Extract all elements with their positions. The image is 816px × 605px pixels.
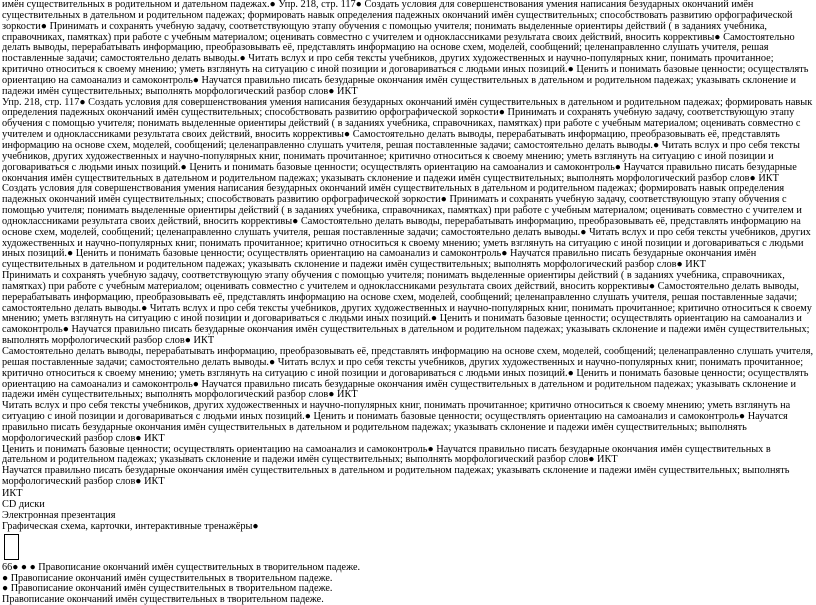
table-cell-text-4: Принимать и сохранять учебную задачу, соответствующую этапу обучения с помощью учителя; понимать выделенные ориентиры действий ( в заданиях учебника, справочниках, памятках) при работе с учебным материалом; оценивать совместно с учителем и одноклассниками результата своих действий, вносить коррективы● Самостоятельно делать выводы, перерабатывать информацию, преобразовывать её, представлять информацию на основе схем, моделей, сообщений; целенаправленно слушать учителя, решая поставленные задачи; самостоятельно делать выводы.● Читать вслух и про себя тексты учебников, других художественных и научно-популярных книг, понимать прочитанное; критично относиться к своему мнению; уметь взглянуть на ситуацию с иной позиции и договариваться с людьми иных позиций.● Ценить и понимать базовые ценности; осуществлять ориентацию на самоанализ и самоконтроль● Научатся правильно писать безударные окончания имён существительных в дательном и родительном падежах; указывать склонение и падежи имён существительных; выполнять морфологический разбор слов● ИКТ — [2, 270, 812, 347]
table-cell-text-8: Научатся правильно писать безударные окончания имён существительных в дательном и родительном падежах; указывать склонение и падежи имён существительных; выполнять морфологический разбор слов● ИКТ — [2, 465, 790, 488]
lesson-number: 66● ● ● — [2, 561, 39, 573]
resource-schema: Графическая схема, карточки, интерактивные тренажёры● — [2, 520, 259, 532]
table-cell-text-1: имён существительных в родительном и дательном падежах.● Упр. 218, стр. 117● Создать условия для совершенствования умения написания безударных окончаний имён существительных в дательном и родительном падежах; формировать навык определения падежных окончаний имён существительных; способствовать развитию орфографической зоркости● Принимать и сохранять учебную задачу, соответствующую этапу обучения с помощью учителя; понимать выделенные ориентиры действий ( в заданиях учебника, справочниках, памятках) при работе с учебным материалом; оценивать совместно с учителем и одноклассниками результата своих действий, вносить коррективы● Самостоятельно делать выводы, перерабатывать информацию, преобразовывать её, представлять информацию на основе схем, моделей, сообщений; целенаправленно слушать учителя, решая поставленные задачи; самостоятельно делать выводы.● Читать вслух и про себя тексты учебников, других художественных и научно-популярных книг, понимать прочитанное; критично относиться к своему мнению; уметь взглянуть на ситуацию с иной позиции и договариваться с людьми иных позиций.● Ценить и понимать базовые ценности; осуществлять ориентацию на самоанализ и самоконтроль● Научатся правильно писать безударные окончания имён существительных в дательном и родительном падежах; указывать склонение и падежи имён существительных; выполнять морфологический разбор слов● ИКТ — [2, 0, 809, 97]
resource-presentation: Электронная презентация — [2, 509, 116, 521]
table-cell-text-7: Ценить и понимать базовые ценности; осуществлять ориентацию на самоанализ и самоконтроль● Научатся правильно писать безударные окончания имён существительных в дательном и родительном падежах; указывать склонение и падежи имён существительных; выполнять морфологический разбор слов● ИКТ — [2, 443, 771, 466]
resource-ict: ИКТ — [2, 487, 23, 499]
table-cell-text-5: Самостоятельно делать выводы, перерабатывать информацию, преобразовывать её, представлять информацию на основе схем, моделей, сообщений; целенаправленно слушать учителя, решая поставленные задачи; самостоятельно делать выводы.● Читать вслух и про себя тексты учебников, других художественных и научно-популярных книг, понимать прочитанное; критично относиться к своему мнению; уметь взглянуть на ситуацию с иной позиции и договариваться с людьми иных позиций.● Ценить и понимать базовые ценности; осуществлять ориентацию на самоанализ и самоконтроль● Научатся правильно писать безударные окончания имён существительных в дательном и родительном падежах; указывать склонение и падежи имён существительных; выполнять морфологический разбор слов● ИКТ — [2, 346, 814, 401]
empty-cell-box — [4, 534, 19, 560]
lesson-row-66 — [2, 563, 814, 574]
lesson-topic-3: ● Правописание окончаний имён существительных в творительном падеже. — [2, 583, 333, 595]
lesson-topic-4: Правописание окончаний имён существительных в творительном падеже. — [2, 593, 324, 605]
lesson-topic-2: ● Правописание окончаний имён существительных в творительном падеже. — [2, 572, 333, 584]
table-cell-text-3: Создать условия для совершенствования умения написания безударных окончаний имён существительных в дательном и родительном падежах; формировать навык определения падежных окончаний имён существительных; способствовать развитию орфографической зоркости● Принимать и сохранять учебную задачу, соответствующую этапу обучения с помощью учителя; понимать выделенные ориентиры действий ( в заданиях учебника, справочниках, памятках) при работе с учебным материалом; оценивать совместно с учителем и одноклассниками результата своих действий, вносить коррективы● Самостоятельно делать выводы, перерабатывать информацию, преобразовывать её, представлять информацию на основе схем, моделей, сообщений; целенаправленно слушать учителя, решая поставленные задачи; самостоятельно делать выводы.● Читать вслух и про себя тексты учебников, других художественных и научно-популярных книг, понимать прочитанное; критично относиться к своему мнению; уметь взглянуть на ситуацию с иной позиции и договариваться с людьми иных позиций.● Ценить и понимать базовые ценности; осуществлять ориентацию на самоанализ и самоконтроль● Научатся правильно писать безударные окончания имён существительных в дательном и родительном падежах; указывать склонение и падежи имён существительных; выполнять морфологический разбор слов● ИКТ — [2, 183, 811, 271]
table-cell-text-6: Читать вслух и про себя тексты учебников, других художественных и научно-популярных книг, понимать прочитанное; критично относиться к своему мнению; уметь взглянуть на ситуацию с иной позиции и договариваться с людьми иных позиций.● Ценить и понимать базовые ценности; осуществлять ориентацию на самоанализ и самоконтроль● Научатся правильно писать безударные окончания имён существительных в дательном и родительном падежах; указывать склонение и падежи имён существительных; выполнять морфологический разбор слов● ИКТ — [2, 400, 791, 444]
resource-cd: CD диски — [2, 498, 45, 510]
table-cell-text-2: Упр. 218, стр. 117● Создать условия для совершенствования умения написания безударных окончаний имён существительных в дательном и родительном падежах; формировать навык определения падежных окончаний имён существительных; способствовать развитию орфографической зоркости● Принимать и сохранять учебную задачу, соответствующую этапу обучения с помощью учителя; понимать выделенные ориентиры действий ( в заданиях учебника, справочниках, памятках) при работе с учебным материалом; оценивать совместно с учителем и одноклассниками результата своих действий, вносить коррективы● Самостоятельно делать выводы, перерабатывать информацию, преобразовывать её, представлять информацию на основе схем, моделей, сообщений; целенаправленно слушать учителя, решая поставленные задачи; самостоятельно делать выводы.● Читать вслух и про себя тексты учебников, других художественных и научно-популярных книг, понимать прочитанное; критично относиться к своему мнению; уметь взглянуть на ситуацию с иной позиции и договариваться с людьми иных позиций.● Ценить и понимать базовые ценности; осуществлять ориентацию на самоанализ и самоконтроль● Научатся правильно писать безударные окончания имён существительных в дательном и родительном падежах; указывать склонение и падежи имён существительных; выполнять морфологический разбор слов● ИКТ — [2, 96, 813, 184]
lesson-topic-1: Правописание окончаний имён существительных в творительном падеже. — [38, 561, 361, 573]
